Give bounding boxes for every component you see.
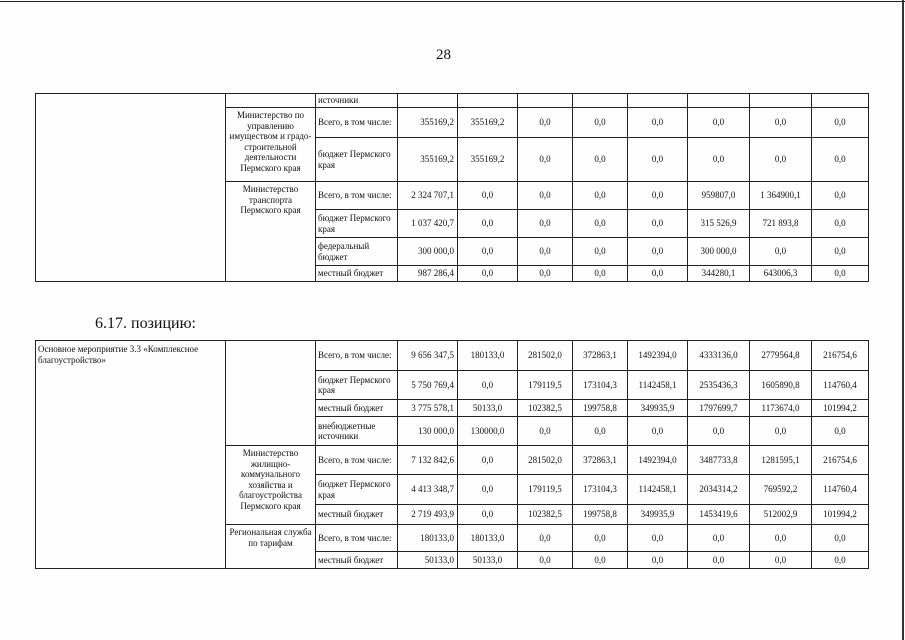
value-cell: 0,0 xyxy=(812,108,869,138)
value-cell: 0,0 xyxy=(518,138,573,182)
value-cell: 173104,3 xyxy=(573,371,628,400)
value-cell: 0,0 xyxy=(458,210,518,238)
value-cell: 1173674,0 xyxy=(750,400,812,417)
value-cell xyxy=(518,94,573,108)
source-cell: Всего, в том числе: xyxy=(316,525,398,552)
value-cell: 180133,0 xyxy=(458,525,518,552)
responsible-cell: Министерство по управлению имуществом и градо-строительной деятельности Пермского края xyxy=(226,108,316,182)
source-cell: местный бюджет xyxy=(316,552,398,569)
value-cell: 0,0 xyxy=(750,525,812,552)
value-cell: 199758,8 xyxy=(573,505,628,525)
value-cell: 0,0 xyxy=(458,475,518,505)
page-edge-right xyxy=(902,0,904,640)
source-cell: местный бюджет xyxy=(316,400,398,417)
program-cell: Основное мероприятие 3.3 «Комплексное благоустройство» xyxy=(36,341,226,569)
value-cell: 0,0 xyxy=(628,138,688,182)
source-cell: федеральный бюджет xyxy=(316,238,398,266)
value-cell: 0,0 xyxy=(812,552,869,569)
value-cell: 1142458,1 xyxy=(628,371,688,400)
page-edge-top xyxy=(0,1,905,2)
value-cell: 9 656 347,5 xyxy=(398,341,458,371)
value-cell: 101994,2 xyxy=(812,400,869,417)
value-cell: 281502,0 xyxy=(518,341,573,371)
source-cell: бюджет Пермского края xyxy=(316,210,398,238)
source-cell: местный бюджет xyxy=(316,266,398,282)
value-cell: 0,0 xyxy=(628,210,688,238)
value-cell: 179119,5 xyxy=(518,371,573,400)
value-cell: 1492394,0 xyxy=(628,446,688,475)
value-cell: 0,0 xyxy=(573,266,628,282)
value-cell: 0,0 xyxy=(518,552,573,569)
value-cell: 114760,4 xyxy=(812,475,869,505)
value-cell xyxy=(573,94,628,108)
value-cell: 50133,0 xyxy=(458,400,518,417)
value-cell: 769592,2 xyxy=(750,475,812,505)
value-cell: 2034314,2 xyxy=(688,475,750,505)
value-cell: 0,0 xyxy=(750,417,812,446)
budget-table-continued xyxy=(35,93,869,282)
value-cell: 0,0 xyxy=(812,138,869,182)
responsible-cell xyxy=(226,341,316,446)
value-cell: 0,0 xyxy=(812,525,869,552)
value-cell: 0,0 xyxy=(628,417,688,446)
source-cell: Всего, в том числе: xyxy=(316,108,398,138)
value-cell: 0,0 xyxy=(628,108,688,138)
value-cell: 2 324 707,1 xyxy=(398,182,458,210)
value-cell xyxy=(688,94,750,108)
value-cell: 102382,5 xyxy=(518,505,573,525)
value-cell: 0,0 xyxy=(518,182,573,210)
value-cell: 0,0 xyxy=(750,552,812,569)
responsible-cell xyxy=(226,94,316,108)
value-cell: 0,0 xyxy=(628,525,688,552)
value-cell: 0,0 xyxy=(812,238,869,266)
responsible-cell: Министерство жилищно-коммунального хозяйства и благоустройства Пермского края xyxy=(226,446,316,525)
value-cell: 0,0 xyxy=(518,266,573,282)
value-cell: 0,0 xyxy=(750,138,812,182)
table-row xyxy=(36,94,869,108)
value-cell: 355169,2 xyxy=(398,108,458,138)
value-cell: 512002,9 xyxy=(750,505,812,525)
value-cell: 0,0 xyxy=(573,210,628,238)
responsible-cell: Министерство транспорта Пермского края xyxy=(226,182,316,282)
value-cell: 0,0 xyxy=(573,417,628,446)
value-cell: 2535436,3 xyxy=(688,371,750,400)
value-cell: 0,0 xyxy=(518,417,573,446)
value-cell xyxy=(812,94,869,108)
value-cell: 0,0 xyxy=(573,108,628,138)
value-cell: 173104,3 xyxy=(573,475,628,505)
value-cell: 355169,2 xyxy=(398,138,458,182)
value-cell: 130000,0 xyxy=(458,417,518,446)
value-cell: 0,0 xyxy=(458,238,518,266)
responsible-cell: Региональная служба по тарифам xyxy=(226,525,316,569)
value-cell: 987 286,4 xyxy=(398,266,458,282)
value-cell: 5 750 769,4 xyxy=(398,371,458,400)
source-cell: бюджет Пермского края xyxy=(316,475,398,505)
value-cell: 643006,3 xyxy=(750,266,812,282)
source-cell: бюджет Пермского края xyxy=(316,371,398,400)
value-cell: 3 775 578,1 xyxy=(398,400,458,417)
value-cell: 1 364900,1 xyxy=(750,182,812,210)
value-cell: 281502,0 xyxy=(518,446,573,475)
value-cell: 0,0 xyxy=(518,108,573,138)
value-cell: 0,0 xyxy=(688,525,750,552)
value-cell: 102382,5 xyxy=(518,400,573,417)
value-cell: 355169,2 xyxy=(458,138,518,182)
value-cell: 372863,1 xyxy=(573,341,628,371)
value-cell: 1 037 420,7 xyxy=(398,210,458,238)
value-cell: 0,0 xyxy=(458,182,518,210)
budget-table-position xyxy=(35,340,869,569)
source-cell: внебюджетные источники xyxy=(316,417,398,446)
value-cell: 0,0 xyxy=(573,182,628,210)
value-cell: 7 132 842,6 xyxy=(398,446,458,475)
value-cell: 344280,1 xyxy=(688,266,750,282)
value-cell xyxy=(750,94,812,108)
value-cell: 349935,9 xyxy=(628,400,688,417)
value-cell: 0,0 xyxy=(812,417,869,446)
section-heading: 6.17. позицию: xyxy=(95,315,196,332)
value-cell: 0,0 xyxy=(628,182,688,210)
value-cell: 0,0 xyxy=(518,238,573,266)
table-row xyxy=(36,341,869,371)
value-cell xyxy=(628,94,688,108)
value-cell: 0,0 xyxy=(750,108,812,138)
program-cell xyxy=(36,94,226,282)
value-cell: 1605890,8 xyxy=(750,371,812,400)
value-cell: 0,0 xyxy=(628,238,688,266)
value-cell: 0,0 xyxy=(458,505,518,525)
value-cell: 216754,6 xyxy=(812,341,869,371)
value-cell: 0,0 xyxy=(573,138,628,182)
value-cell: 1142458,1 xyxy=(628,475,688,505)
value-cell: 349935,9 xyxy=(628,505,688,525)
value-cell: 50133,0 xyxy=(398,552,458,569)
value-cell: 179119,5 xyxy=(518,475,573,505)
value-cell: 721 893,8 xyxy=(750,210,812,238)
value-cell: 4333136,0 xyxy=(688,341,750,371)
value-cell: 114760,4 xyxy=(812,371,869,400)
value-cell: 355169,2 xyxy=(458,108,518,138)
value-cell: 0,0 xyxy=(518,525,573,552)
value-cell: 0,0 xyxy=(812,266,869,282)
source-cell: местный бюджет xyxy=(316,505,398,525)
value-cell: 300 000,0 xyxy=(688,238,750,266)
value-cell: 0,0 xyxy=(573,552,628,569)
value-cell: 0,0 xyxy=(518,210,573,238)
value-cell: 300 000,0 xyxy=(398,238,458,266)
value-cell: 0,0 xyxy=(688,552,750,569)
value-cell: 0,0 xyxy=(750,238,812,266)
value-cell: 0,0 xyxy=(688,108,750,138)
value-cell: 4 413 348,7 xyxy=(398,475,458,505)
source-cell: Всего, в том числе: xyxy=(316,446,398,475)
value-cell: 0,0 xyxy=(458,446,518,475)
value-cell: 180133,0 xyxy=(398,525,458,552)
value-cell: 0,0 xyxy=(458,371,518,400)
value-cell: 959807,0 xyxy=(688,182,750,210)
value-cell: 0,0 xyxy=(573,238,628,266)
value-cell: 2 719 493,9 xyxy=(398,505,458,525)
value-cell: 199758,8 xyxy=(573,400,628,417)
value-cell: 0,0 xyxy=(688,417,750,446)
value-cell: 0,0 xyxy=(628,266,688,282)
value-cell: 372863,1 xyxy=(573,446,628,475)
value-cell: 216754,6 xyxy=(812,446,869,475)
value-cell xyxy=(398,94,458,108)
source-cell: источники xyxy=(316,94,398,108)
value-cell: 315 526,9 xyxy=(688,210,750,238)
value-cell: 2779564,8 xyxy=(750,341,812,371)
source-cell: Всего, в том числе: xyxy=(316,182,398,210)
value-cell: 0,0 xyxy=(688,138,750,182)
value-cell: 101994,2 xyxy=(812,505,869,525)
page-number: 28 xyxy=(436,47,451,63)
value-cell: 0,0 xyxy=(573,525,628,552)
value-cell: 1492394,0 xyxy=(628,341,688,371)
value-cell: 1281595,1 xyxy=(750,446,812,475)
value-cell: 3487733,8 xyxy=(688,446,750,475)
source-cell: Всего, в том числе: xyxy=(316,341,398,371)
value-cell: 50133,0 xyxy=(458,552,518,569)
value-cell: 0,0 xyxy=(628,552,688,569)
value-cell: 1453419,6 xyxy=(688,505,750,525)
value-cell: 1797699,7 xyxy=(688,400,750,417)
value-cell: 0,0 xyxy=(812,210,869,238)
value-cell: 0,0 xyxy=(812,182,869,210)
value-cell xyxy=(458,94,518,108)
value-cell: 0,0 xyxy=(458,266,518,282)
source-cell: бюджет Пермского края xyxy=(316,138,398,182)
value-cell: 180133,0 xyxy=(458,341,518,371)
value-cell: 130 000,0 xyxy=(398,417,458,446)
